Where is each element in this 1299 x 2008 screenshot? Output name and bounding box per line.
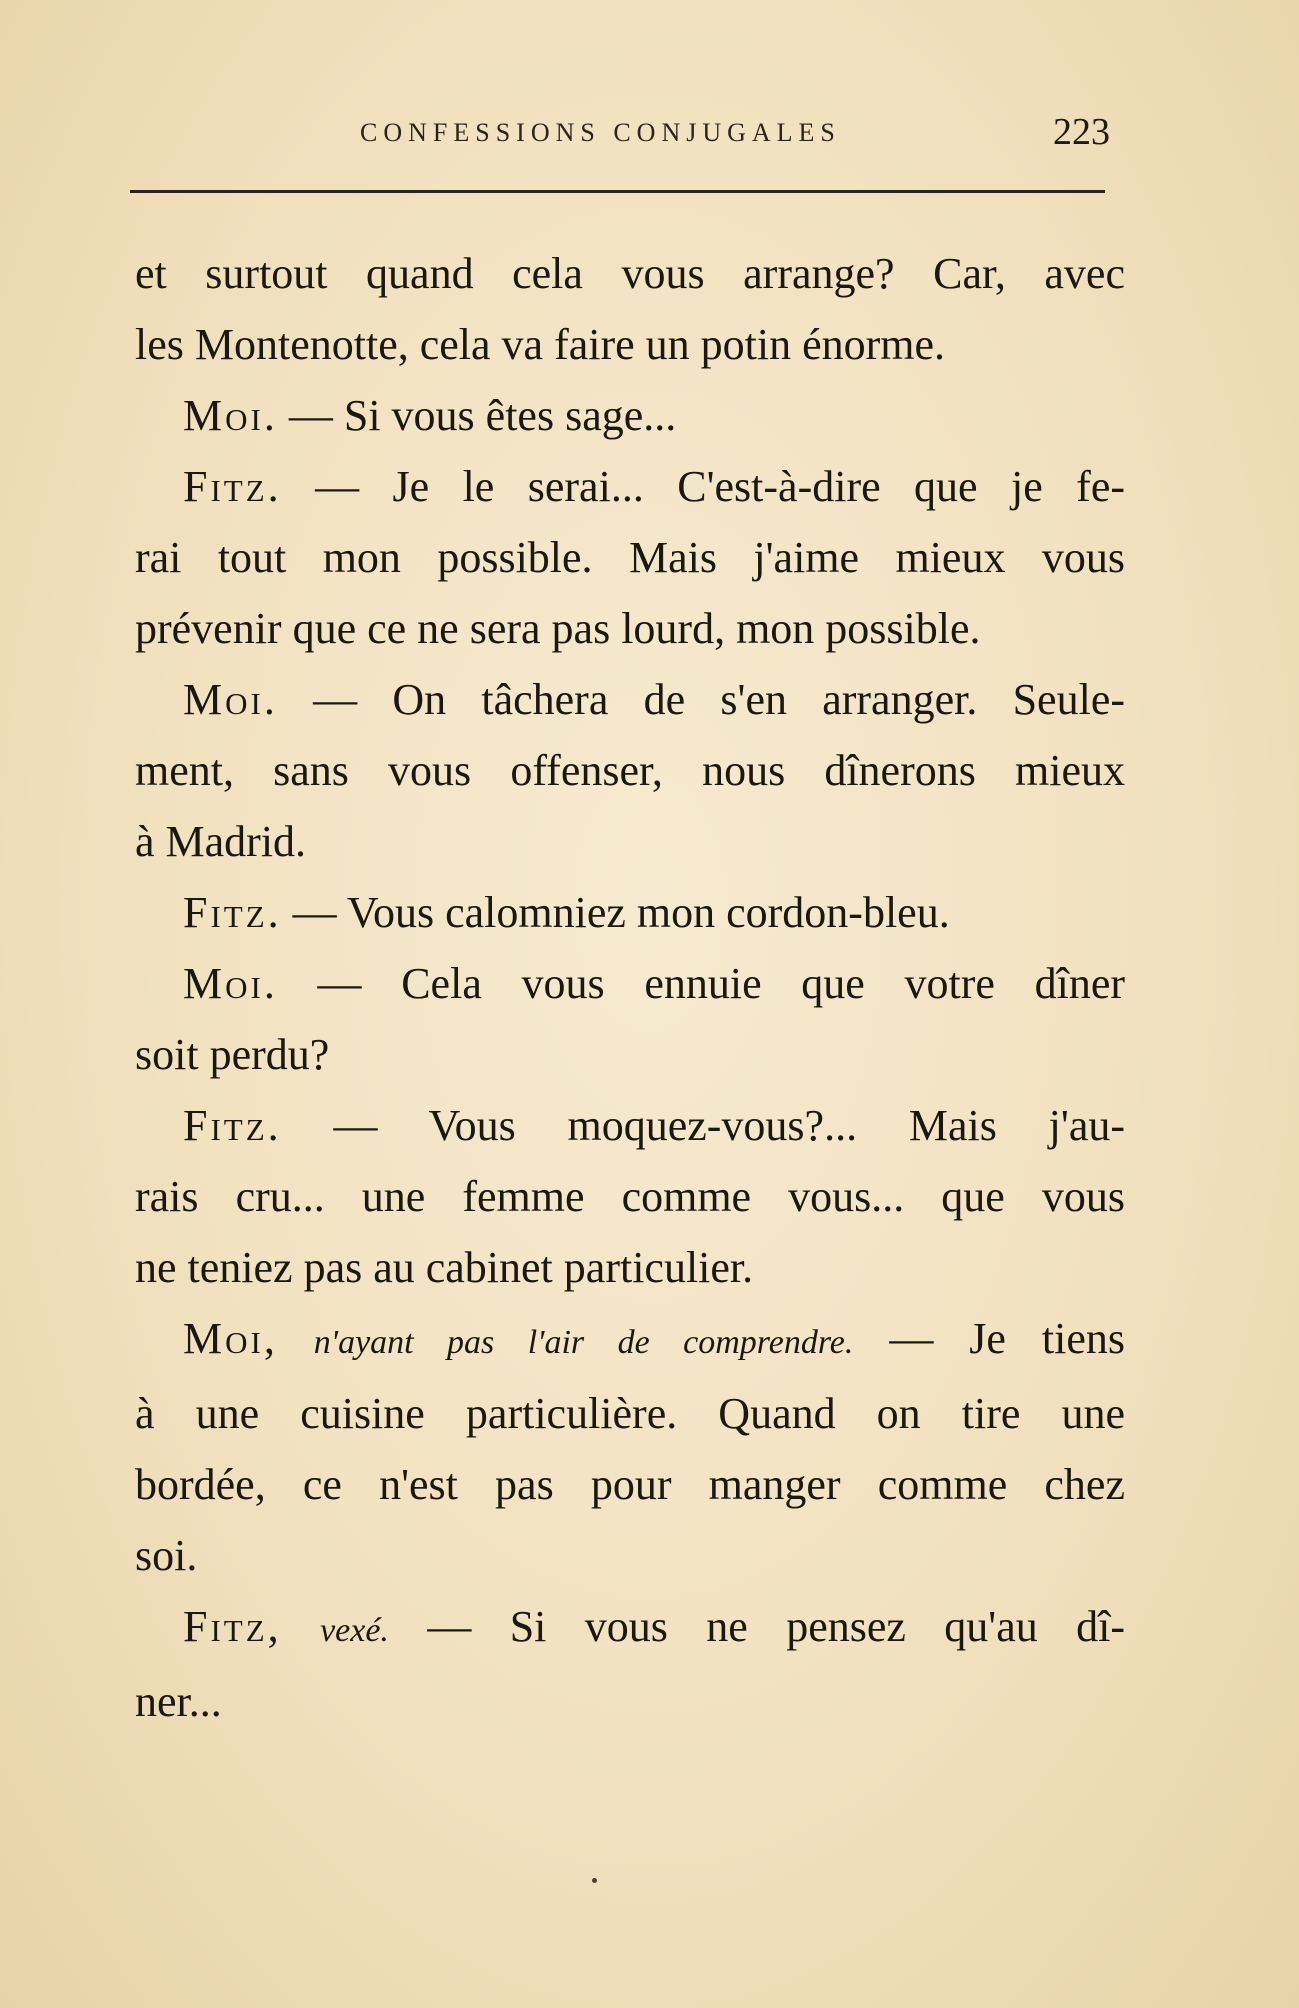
text-line: ner... (135, 1677, 222, 1726)
page-number: 223 (1053, 111, 1110, 153)
text-line: soi. (135, 1531, 198, 1580)
text-line: prévenir que ce ne sera pas lourd, mon possible. (135, 604, 981, 653)
text-line: à Madrid. (135, 817, 307, 866)
dialogue-line (135, 1591, 1125, 1666)
speaker-name: Fitz. (183, 462, 282, 511)
speaker-name: Moi. (183, 675, 278, 724)
paper-speck (592, 1878, 597, 1883)
stage-direction: vexé. (320, 1612, 389, 1649)
page-text (135, 238, 1125, 1737)
stage-direction: n'ayant pas l'air de comprendre. (313, 1324, 854, 1361)
speech-text: — Vous moquez-vous?... Mais j'au- (333, 1101, 1125, 1150)
speaker-name: Fitz. (183, 888, 282, 937)
text-line: et surtout quand cela vous arrange? Car, avec (135, 249, 1125, 298)
dialogue-line (135, 451, 1125, 522)
dialogue-line (135, 664, 1125, 735)
speech-text: — Si vous êtes sage... (288, 391, 677, 440)
text-line: soit perdu? (135, 1030, 330, 1079)
dialogue-line (135, 1090, 1125, 1161)
running-title: CONFESSIONS CONJUGALES (360, 118, 841, 147)
speaker-name: Moi, (183, 1314, 278, 1363)
speaker-name: Fitz, (183, 1602, 282, 1651)
dialogue-line (135, 948, 1125, 1019)
speaker-name: Moi. (183, 391, 278, 440)
running-head (130, 108, 1110, 168)
text-line: rai tout mon possible. Mais j'aime mieux vous (135, 533, 1125, 582)
text-line: les Montenotte, cela va faire un potin énorme. (135, 320, 946, 369)
speech-text: — Je tiens (889, 1314, 1125, 1363)
speaker-name: Fitz. (183, 1101, 282, 1150)
speech-text: — Vous calomniez mon cordon-bleu. (292, 888, 950, 937)
dialogue-line (135, 877, 1125, 948)
header-rule (130, 190, 1105, 193)
speech-text: — Je le serai... C'est-à-dire que je fe- (315, 462, 1125, 511)
speech-text: — Si vous ne pensez qu'au dî- (427, 1602, 1126, 1651)
text-line: bordée, ce n'est pas pour manger comme chez (135, 1460, 1125, 1509)
dialogue-line (135, 380, 1125, 451)
dialogue-line (135, 1303, 1125, 1378)
text-line: ne teniez pas au cabinet particulier. (135, 1243, 754, 1292)
speaker-name: Moi. (183, 959, 278, 1008)
speech-text: — On tâchera de s'en arranger. Seule- (313, 675, 1125, 724)
text-line: à une cuisine particulière. Quand on tire une (135, 1389, 1125, 1438)
text-line: ment, sans vous offenser, nous dînerons mieux (135, 746, 1125, 795)
text-line: rais cru... une femme comme vous... que vous (135, 1172, 1125, 1221)
speech-text: — Cela vous ennuie que votre dîner (317, 959, 1125, 1008)
